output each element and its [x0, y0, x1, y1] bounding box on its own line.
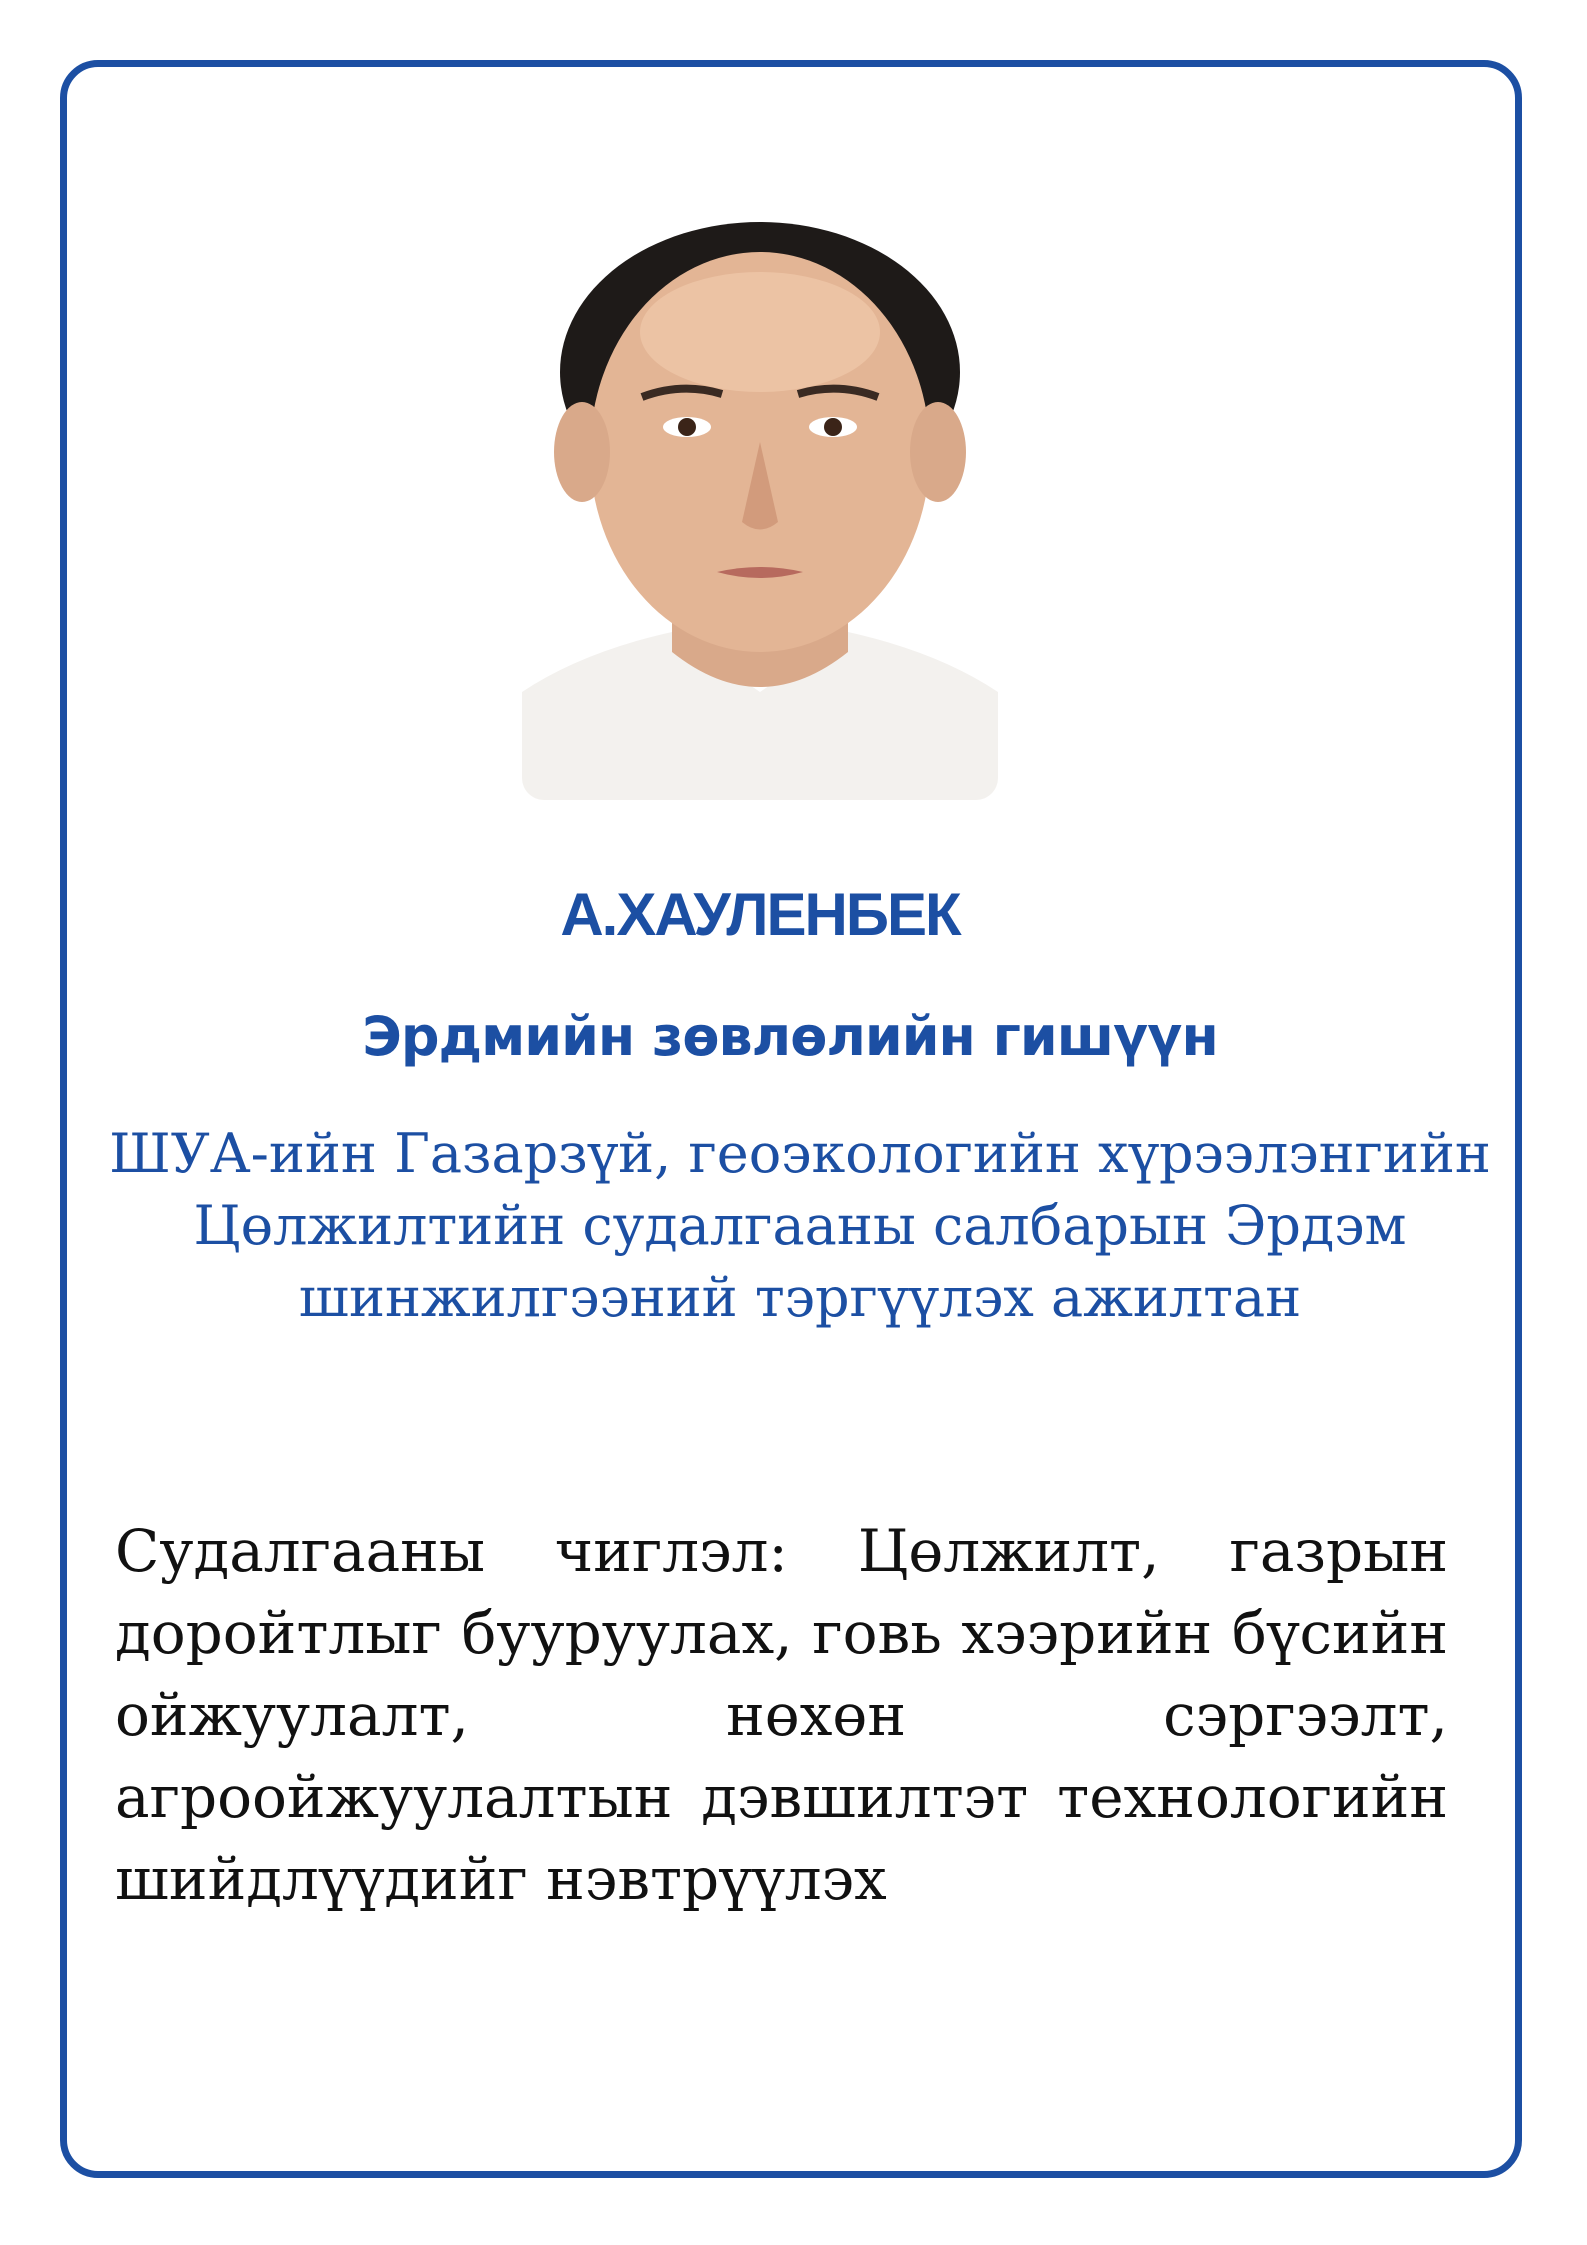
person-role: Эрдмийн зөвлөлийн гишүүн [362, 1005, 1218, 1068]
research-direction: Судалгааны чиглэл: Цөлжилт, газрын доройтлыг бууруулах, говь хээрийн бүсийн ойжуулалт, нөхөн сэргээлт, агроойжуулалтын дэвшилтэт технологийн шийдлүүдийг нэвтрүүлэх [115, 1517, 1448, 1913]
portrait-photo [522, 222, 998, 800]
person-affiliation: ШУА-ийн Газарзүй, геоэкологийн хүрээлэнгийн Цөлжилтийн судалгааны салбарын Эрдэм шинжилгээний тэргүүлэх ажилтан [109, 1122, 1491, 1329]
person-name: А.ХАУЛЕНБЕК [560, 881, 960, 948]
